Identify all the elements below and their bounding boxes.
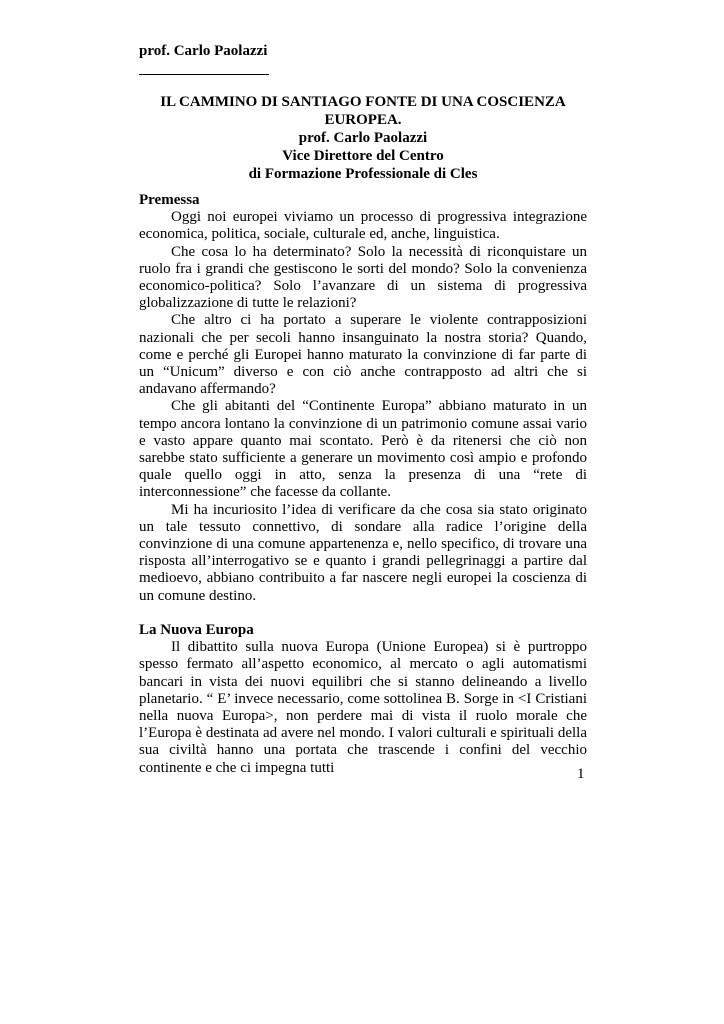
paragraph: Il dibattito sulla nuova Europa (Unione Europea) si è purtroppo spesso fermato all’aspetto economico, al mercato o agli automatismi bancari in vista dei nuovi equilibri che si stanno delineando a livello planetario. “ E’ invece necessario, come sottolinea B. Sorge in <I Cristiani nella nuova Europa>, non perdere mai di vista il ruolo morale che l’Europa è destinata ad avere nel mondo. I valori culturali e spirituali della sua civiltà hanno una portata che trascende i confini del vecchio continente e che ci impegna tutti [139,639,587,776]
header-author: prof. Carlo Paolazzi [139,43,268,59]
section-heading-nuova-europa: La Nuova Europa [139,622,254,639]
title-author: prof. Carlo Paolazzi [298,130,428,146]
paragraph: Oggi noi europei viviamo un processo di progressiva integrazione economica, politica, sociale, culturale ed, anche, linguistica. [139,209,587,243]
page-number: 1 [577,766,585,782]
title-institution: di Formazione Professionale di Cles [248,166,478,182]
section-spacer [139,605,587,622]
document-title [139,93,587,183]
header-divider [139,74,269,75]
section-heading-premessa: Premessa [139,192,200,208]
paragraph: Mi ha incuriosito l’idea di verificare da che cosa sia stato originato un tale tessuto connettivo, di sondare alla radice l’origine della convinzione di una comune appartenenza e, nello specifico, di trovare una risposta all’interrogativo se e quanto i grandi pellegrinaggi a partire dal medioevo, abbiano contribuito a far nascere negli europei la coscienza di un comune destino. [139,501,587,604]
title-line-2: EUROPEA. [324,112,402,128]
title-line-1: IL CAMMINO DI SANTIAGO FONTE DI UNA COSCIENZA [160,94,566,110]
document-body [139,192,587,777]
paragraph: Che cosa lo ha determinato? Solo la necessità di riconquistare un ruolo fra i grandi che gestiscono le sorti del mondo? Solo la convenienza economico-politica? Solo l’avanzare di un sistema di progressiva globalizzazione di tutte le relazioni? [139,243,587,312]
title-role: Vice Direttore del Centro [282,148,444,164]
paragraph: Che gli abitanti del “Continente Europa” abbiano maturato in un tempo ancora lontano la convinzione di un patrimonio comune assai vario e vasto appare quanto mai scontato. Però è da ritenersi che ciò non sarebbe stato sufficiente a generare un movimento così ampio e profondo quale quello oggi in atto, senza la presenza di una “rete di interconnessione” che facesse da collante. [139,398,587,501]
paragraph: Che altro ci ha portato a superare le violente contrapposizioni nazionali che per secoli hanno insanguinato la nostra storia? Quando, come e perché gli Europei hanno maturato la convinzione di far parte di un “Unicum” diverso e con ciò anche contrapposto ad altri che si andavano affermando? [139,312,587,398]
